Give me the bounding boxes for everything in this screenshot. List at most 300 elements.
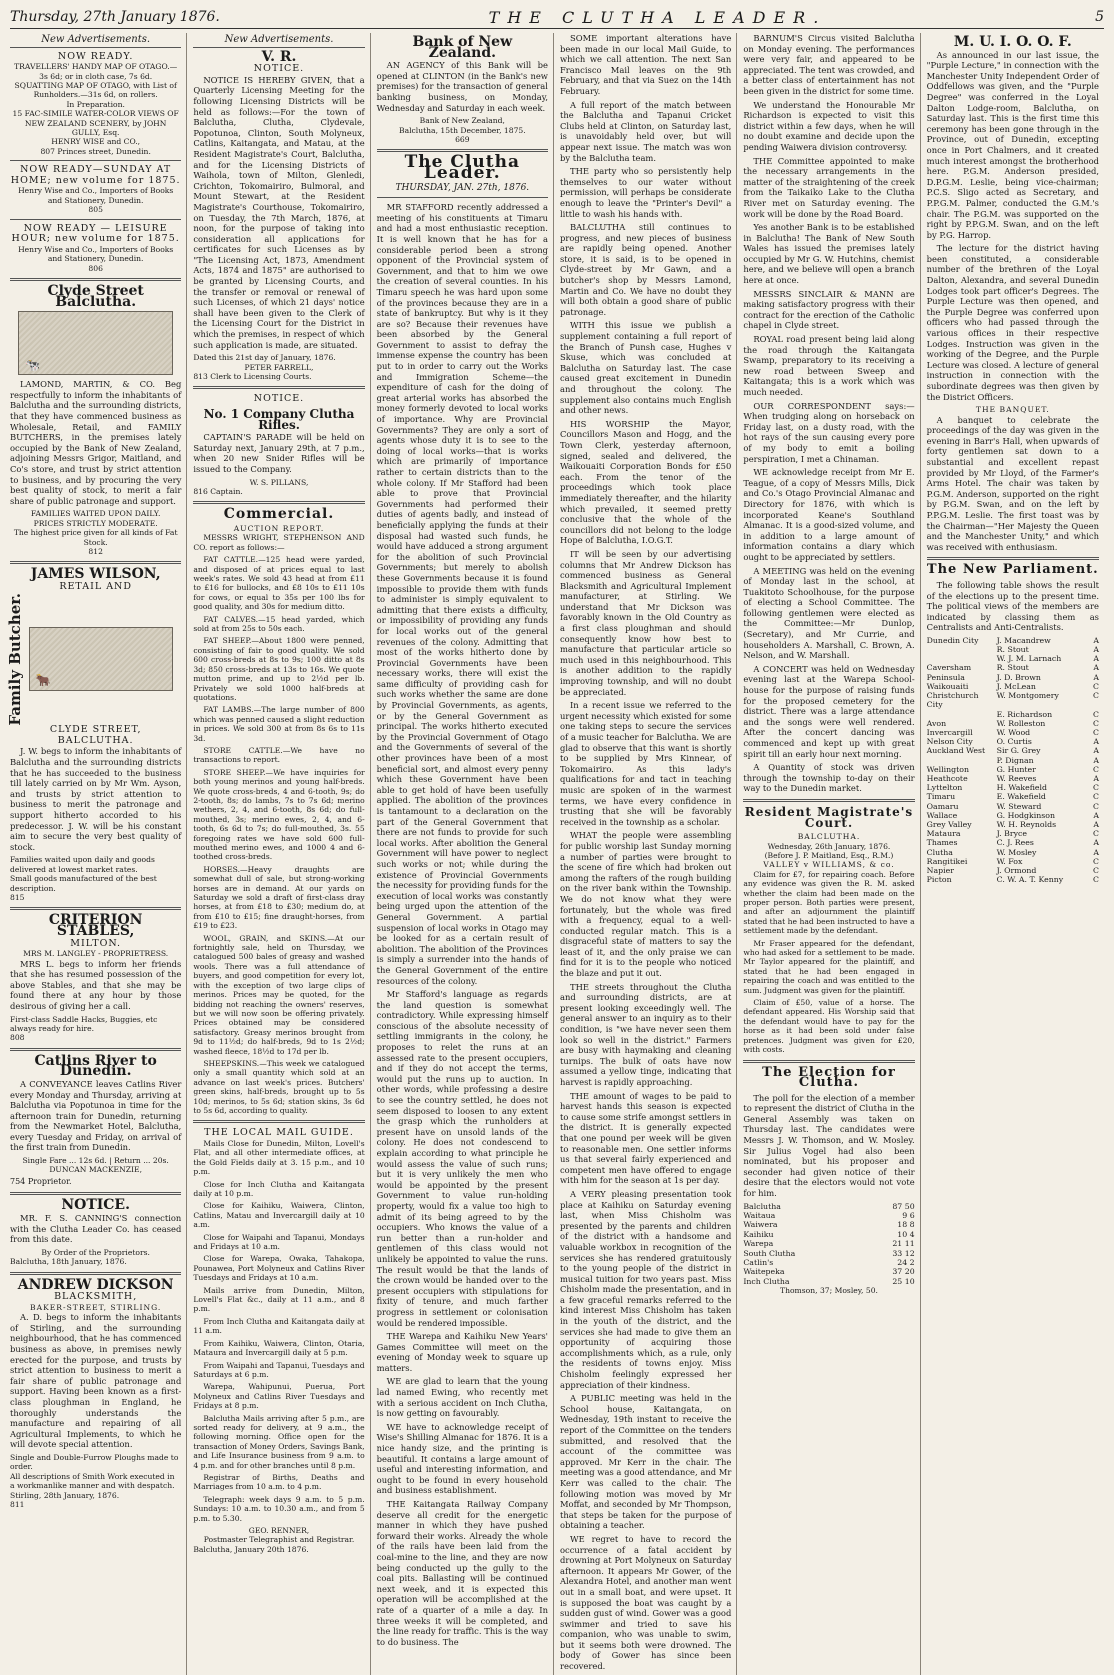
member-party: C — [1093, 718, 1099, 728]
oddfellows-report — [927, 50, 1099, 403]
member-name: G. Hunter — [996, 764, 1036, 774]
ad-line: In Preparation. — [66, 99, 125, 109]
oddfellows-paragraph: The lecture for the district having been constituted, a considerable number of the brethren of the Loyal Dalton, Alexandra, and several Dunedin Lodges took part officer's Degrees. The Purple Lecture was then opened, and the Purple Degree was conferred upon officers who had passed through the various offices in their respective Lodges. Instruction was given in the working of the Degree, and the Purple Lecture was closed. A lecture of general instruction in connection with the subordinate degrees was then given by the District Officers. — [926, 243, 1099, 402]
mail-line: Close for Warepa, Owaka, Tahakopa, Pounawea, Port Molyneux and Catlins River Tuesdays and Fridays at 10 a.m. — [193, 1254, 365, 1283]
member-party: C — [1093, 792, 1099, 802]
column-4 — [560, 33, 737, 1675]
poll-place: Catlin's — [743, 1258, 774, 1268]
auction-paragraph: MESSRS WRIGHT, STEPHENSON AND CO. report as follows:— — [193, 533, 365, 552]
member-electorate: Lyttelton — [926, 783, 963, 793]
poll-votes: 25 10 — [892, 1276, 915, 1286]
member-party: C — [1093, 865, 1099, 875]
royal-cipher: V. R. — [261, 48, 297, 65]
member-row — [927, 673, 1099, 682]
ad-line: Families waited upon daily and goods delivered at lowest market rates. — [10, 855, 155, 874]
news-paragraph: A full report of the match between the Balclutha and Tapanui Cricket Clubs held at Clinton, on Saturday last, is unavoidably held over, but will appear next issue. The match was won by the Balclutha team. — [559, 99, 732, 163]
member-party: C — [1093, 856, 1099, 866]
member-electorate — [927, 645, 997, 654]
ad-line: Henry Wise and Co., Importers of Books and Stationery, Dunedin. — [18, 244, 174, 264]
ad-line: Henry Wise and Co., Importers of Books and Stationery, Dunedin. — [18, 186, 174, 205]
column-2 — [193, 33, 370, 1675]
member-row — [927, 811, 1099, 820]
member-party: C — [1093, 709, 1099, 719]
poll-votes: 33 12 — [892, 1248, 915, 1258]
ad-divider — [10, 160, 181, 161]
ad-line: Stirling, 28th January, 1876. — [10, 1490, 120, 1500]
oddfellows-heading: M. U. I. O. O. F. — [953, 34, 1072, 50]
member-name: W. H. Reynolds — [996, 819, 1057, 829]
members-table — [927, 636, 1099, 884]
news-paragraph: WHAT the people were assembling for public worship last Sunday morning a number of parties were brought to the scene of fire which had broken out among the rafters of the rough building on the river bank within the Township. We do not know what they were fortunately, but the whole was fired with a frequency, equal to a well-conducted regular match. This is a disgraceful state of matters to say the least of it, and the only praise we can find for it is to the people who noticed the blaze and put it out. — [559, 830, 732, 979]
ad-body: J. W. begs to inform the inhabitants of Balclutha and the surrounding districts that he has succeeded to the business till lately carried on by Mr Wm. Ayson, and trusts by strict attention to business to merit the patronage and support hitherto accorded to his predecessor. J. W. will be his constant aim to secure the very best quality of stock. — [10, 746, 182, 852]
poll-row — [743, 1277, 914, 1286]
member-name: E. Richardson — [996, 709, 1053, 719]
mail-line: Close for Inch Clutha and Kaitangata daily at 10 p.m. — [193, 1179, 365, 1198]
mail-guide — [193, 1139, 364, 1523]
ad-line: 815 — [10, 892, 25, 902]
auction-paragraph: FAT CALVES.—15 head yarded, which sold at from 25s to 50s each. — [193, 614, 365, 634]
member-electorate: Auckland West — [926, 746, 986, 756]
poll-row — [743, 1211, 914, 1220]
section-heading: New Advertisements. — [193, 35, 364, 48]
member-name: J. Bryce — [996, 829, 1027, 839]
bank-sign-line: Bank of New Zealand, — [419, 116, 505, 126]
column-3 — [377, 33, 554, 1675]
licensing-date: Dated this 21st day of January, 1876. — [193, 353, 336, 363]
leader-paragraph: THE Kaitangata Railway Company deserve all credit for the energetic manner in which they have pushed forward their works. Already the whole of the rails have been laid from the coal-mine to the line, and they are now being conducted up the gully to the coal pits. Ballasting will be continued next week, and it is expected this operation will be accomplished at the rate of a quarter of a mile a day. In three weeks it will be completed, and the line ready for traffic. This is the way to do business. The — [376, 1499, 548, 1647]
auction-paragraph: FAT LAMBS.—The large number of 800 which was penned caused a slight reduction in prices. We sold 300 at from 8s 6s to 11s 3d. — [193, 705, 365, 743]
poll-place: Balclutha — [743, 1201, 781, 1211]
member-row — [927, 645, 1099, 654]
ad-heading: Catlins River to Dunedin. — [34, 1052, 157, 1080]
member-electorate: Timaru — [926, 792, 956, 802]
ad-body: A CONVEYANCE leaves Catlins River every Monday and Thursday, arriving at Balclutha via Popotunoa in time for the afternoon train for Dunedin, returning from the Newmarket Hotel, Balclutha, every Tuesday and Friday, on arrival of the first train from Dunedin. — [10, 1078, 182, 1153]
news-paragraph: A VERY pleasing presentation took place at Kaihiku on Saturday evening last, when Miss Chisholm was presented by the parents and children of the district with a handsome and valuable workbox in recognition of the services she has rendered gratuitously to the young people of the district in musical tuition for two years past. Miss Chisholm made the presentation, and in a few graceful remarks referred to the kind interest Miss Chisholm has taken in the youth of the district, and the services she had made to give them an opportunity of acquiring those accomplishments which, as a rule, only the residents of towns enjoy. Miss Chisholm feelingly expressed her appreciation of their kindness. — [559, 1188, 732, 1390]
news-paragraph: A MEETING was held on the evening of Monday last in the school, at Tuakitoto Schoolhouse, for the purpose of electing a School Committee. The following gentlemen were elected as the Committee:—Mr Dunlop, (Secretary), and Mr Currie, and householders A. Marshall, C. Brown, A. Nelson, and W. Marshall. — [743, 565, 915, 661]
butcher-illustration — [29, 627, 174, 691]
vertical-heading: Family Butcher. — [6, 592, 24, 726]
member-name: C. W. A. T. Kenny — [996, 875, 1064, 885]
mail-line: Mails Close for Dunedin, Milton, Lovell's Flat, and all other intermediate offices, at the Gold Fields daily at 3. 15 p.m., and 10 p.m. — [193, 1138, 365, 1177]
news-paragraph: BARNUM'S Circus visited Balclutha on Monday evening. The performances were very fair, and appeared to be appreciated. The tent was crowded, and a better class of entertainment has not been given in the district for some time. — [743, 33, 915, 96]
member-row — [927, 728, 1099, 737]
mail-line: Close for Waipahi and Tapanui, Mondays and Fridays at 10 a.m. — [193, 1232, 365, 1252]
bank-notice: AN AGENCY of this Bank will be opened at CLINTON (in the Bank's new premises) for the transaction of general banking business, on Monday, Wednesday and Saturday in each week. — [376, 60, 548, 113]
postmaster-date: Balclutha, January 20th 1876. — [193, 1544, 309, 1554]
member-name: Sir G. Grey — [996, 746, 1041, 756]
news-paragraph: IT will be seen by our advertising columns that Mr Andrew Dickson has commenced business as General Blacksmith and Agricultural Implement manufacturer, at Stirling. We understand that Mr Dickson was favorably known in the Old Country as a first class ploughman and should consequently know how best to manufacture that particular article so much used in this neighbourhood. This is another addition to the rapidly improving township, and will no doubt be appreciated. — [559, 548, 732, 697]
member-name: J. Macandrew — [996, 635, 1051, 645]
ad-line: Single and Double-Furrow Ploughs made to order. — [10, 1452, 179, 1472]
member-electorate — [927, 710, 997, 719]
bank-sign-line: 669 — [455, 134, 470, 144]
news-paragraph: Yes another Bank is to be established in Balclutha! The Bank of New South Wales has issued the premises lately occupied by Mr G. W. Hutchins, chemist here, and we believe will open a branch here at once. — [743, 222, 915, 286]
member-row — [927, 710, 1099, 719]
member-name: J. Ormond — [996, 865, 1037, 875]
member-party: A — [1093, 654, 1099, 664]
columns — [6, 33, 1104, 1672]
rifles-tail: 816 Captain. — [193, 487, 243, 496]
news-paragraph: A CONCERT was held on Wednesday evening last at the Warepa School-house for the purpose of raising funds for the proposed cemetery for the district. There was a large attendance and the songs were well rendered. After the concert dancing was commenced and kept up with great spirit till an early hour next morning. — [743, 663, 915, 759]
ad-body: MR. F. S. CANNING'S connection with the Clutha Leader Co. has ceased from this date. — [10, 1213, 182, 1245]
ad-line: The highest price given for all kinds of Fat Stock. — [13, 528, 178, 547]
ad-body: LAMOND, MARTIN, & CO. Beg respectfully to inform the inhabitants of Balclutha and the surrounding districts, that they have commenced business as Wholesale, Retail, and FAMILY BUTCHERS, in the premises lately occupied by the Bank of New Zealand, adjoining Messrs Grigor, Maitland, and Co's store, and trust by strict attention to business, and by procuring the very best quality of stock, to merit a fair share of public patronage and support. — [10, 379, 182, 506]
poll-votes: 24 2 — [897, 1258, 915, 1268]
poll-row — [743, 1249, 914, 1258]
member-party: C — [1093, 691, 1099, 701]
member-party: A — [1093, 838, 1099, 848]
bank-sign — [377, 116, 548, 144]
leader-article — [377, 202, 548, 1647]
poll-votes: 18 8 — [897, 1220, 915, 1230]
banquet-body: A banquet to celebrate the proceedings of the day was given in the evening in Barr's Hall, when upwards of forty gentlemen sat down to a substantial and excellent repast provided by Mr Lloyd, of the Farmer's Arms Hotel. The chair was taken by P.G.M. Anderson, supported on the right by P.G.M. Swan, and on the left by P.P.G.M. Leslie. The first toast was by the Chairman—"Her Majesty the Queen and the Manchester Unity," and which was received with enthusiasm. — [926, 414, 1099, 552]
ad-tail — [10, 1453, 181, 1509]
member-party: C — [1093, 829, 1099, 839]
member-electorate — [927, 756, 997, 765]
ad-heading: Clyde Street Balclutha. — [47, 283, 144, 310]
ad-tail — [10, 1015, 181, 1043]
member-electorate: Oamaru — [926, 801, 959, 811]
member-party: C — [1093, 783, 1099, 793]
ad-line: 812 — [88, 547, 103, 556]
member-row — [927, 774, 1099, 783]
member-row — [927, 756, 1099, 765]
poll-votes: 87 50 — [892, 1201, 915, 1211]
ad-body: MRS L. begs to inform her friends that she has resumed possession of the above Stables, and that she may be found there at any hour by those desirous of giving her a call. — [10, 958, 182, 1011]
clerk-title: 813 Clerk to Licensing Courts. — [193, 372, 312, 382]
ad-line: 807 Princes street, Dunedin. — [40, 146, 151, 156]
ad-line: All descriptions of Smith Work executed in a workmanlike manner and with despatch. — [10, 1471, 175, 1491]
ad-line: PRICES STRICTLY MODERATE. — [33, 518, 158, 528]
member-row — [927, 829, 1099, 838]
election-heading: The Election for Clutha. — [762, 1064, 896, 1091]
member-electorate: Peninsula — [926, 672, 965, 682]
ad-subheading: RETAIL AND — [59, 581, 132, 592]
rifles-body: CAPTAIN'S PARADE will be held on Saturday next, January 29th, at 7 p.m., when 20 new Snider Rifles will be issued to the Company. — [193, 432, 365, 474]
member-row — [927, 654, 1099, 663]
postmaster-title: Postmaster Telegraphist and Registrar. — [203, 1535, 355, 1545]
poll-place: Waitaua — [743, 1211, 776, 1221]
column-6 — [927, 33, 1104, 1675]
banquet-heading: THE BANQUET. — [975, 405, 1050, 415]
auction-paragraph: SHEEPSKINS.—This week we catalogued only a small quantity which sold at an advance on last week's prices. Butchers' green skins, half-breds, brought up to 5s 10d; merinos, to 5s 6d; station skins, 3s 6d to 5s 6d, according to quality. — [193, 1058, 365, 1115]
notice-heading: NOTICE. — [253, 393, 305, 405]
news-paragraph: THE party who so persistently help themselves to our water without permission, will perhaps be considerate enough to leave the "Printer's Devil" a little to wash his hands with. — [559, 166, 732, 219]
member-party: A — [1093, 819, 1099, 829]
news-paragraph: In a recent issue we referred to the urgent necessity which existed for some one taking steps to secure the services of a music teacher for Balclutha. We are glad to observe that this want is shortly to be supplied by Mrs Kinnear, of Tokomairiro. As this lady's qualifications for and tact in teaching music are spoken of in the warmest terms, we have every confidence in trusting that she will be favorably received in the township as a scholar. — [559, 700, 732, 827]
page-number: 5 — [1095, 9, 1104, 25]
ad-line: 811 — [10, 1500, 25, 1510]
poll-place: Kaihiku — [743, 1229, 774, 1239]
licensing-notice: NOTICE IS HEREBY GIVEN, that a Quarterly Licensing Meeting for the following Licensing Districts will be held as follows:—For the town of Balclutha, Clutha, Clydevale, Popotunoa, Clinton, South Molyneux, Catlins, Kaitangata, and Matau, at the Resident Magistrate's Court, Balclutha, and for the Licensing Districts of Waihola, town of Milton, Glenledi, Crichton, Tokomairiro, Bulmoral, and Mount Stewart, at the Resident Magistrate's Courthouse, Tokomairiro, on Tuesday, the 7th March, 1876, at noon, for the purpose of taking into consideration all applications for certificates for such Licenses as by "The Licensing Act, 1873, Amendment Acts, 1874 and 1875" are authorised to be granted by Licensing Courts, and the transfer or removal or renewal of such Licenses, of which 21 days' notice shall have been given to the Clerk of the Licensing Court for the District in which the premises, in respect of which such application is made, are situated. — [193, 74, 365, 350]
poll-place: South Clutha — [743, 1248, 796, 1258]
member-electorate — [927, 654, 997, 663]
leader-paragraph: Mr Stafford's language as regards the land question is somewhat contradictory. While expressing himself conscious of the absolute necessity of settling immigrants in the colony, he proposes to relet the runs at an assessed rate to the present occupiers, and if they do not accept the terms, would put the runs up to auction. In other words, while professing a desire to see the country settled, he does not seem disposed to loosen to any extent the grasp which the runholders at present have on unsold lands of the colony. He does not condescend to explain according to what principle he would assess the value of such runs; but it is very unlikely the men who would be appointed by the present Government to value run-holding property, would fix a value too high to admit of its being agreed to by the occupiers. Who knows the value of a run better than a run-holder and gentlemen of this class would not unlikely be appointed to value the runs. The result would be that the lands of the crown would be handed over to the present occupiers with stipulations for fixity of tenure, and much farther progress in settlement or colonisation would be rendered impossible. — [376, 989, 548, 1328]
ads-list — [10, 52, 181, 273]
member-party: A — [1093, 847, 1099, 857]
court-report — [743, 870, 914, 1055]
member-row — [927, 875, 1099, 884]
postmaster-name: GEO. RENNER, — [248, 1526, 310, 1535]
ad-heading: ANDREW DICKSON — [17, 1276, 174, 1293]
news-paragraph: WE acknowledge receipt from Mr E. Teague, of a copy of Messrs Mills, Dick and Co.'s Otago Provincial Almanac and Directory for 1876, with which is incorporated Keane's Southland Almanac. It is a good-sized volume, and in addition to a large amount of information contains a diary which ought to be appreciated by settlers. — [743, 467, 915, 562]
member-row — [927, 866, 1099, 875]
member-electorate: Napier — [926, 865, 954, 875]
column-1 — [6, 33, 187, 1675]
ad-heading: NOW READY — LEISURE HOUR; new volume for 1875. — [11, 222, 180, 245]
news-paragraph: SOME important alterations have been made in our local Mail Guide, to which we call attention. The next San Francisco Mail leaves on the 9th February, and that via Suez on the 14th February. — [559, 33, 732, 96]
mail-line: Mails arrive from Dunedin, Milton, Lovell's Flat &c., daily at 11 a.m., and 8 p.m. — [193, 1285, 365, 1314]
bank-sign-line: Balclutha, 15th December, 1875. — [398, 125, 526, 135]
auction-paragraph: FAT SHEEP.—About 1800 were penned, consisting of fair to good quality. We sold 600 cross-breds at 8s to 9s; 100 ditto at 8s 3d; 850 cross-breds at 13s to 16s. We quote mutton prime, and up to 2½d per lb. Privately we sold 1000 half-breds at quotations. — [193, 636, 365, 702]
editorial-paper-title: The Clutha Leader. — [404, 152, 520, 183]
member-electorate: Caversham — [926, 663, 972, 673]
ad-line: 806 — [88, 263, 103, 273]
member-party: C — [1093, 801, 1099, 811]
ad-tail — [10, 509, 181, 556]
ad-line: 808 — [10, 1033, 25, 1043]
news-paragraph: THE amount of wages to be paid to harvest hands this season is expected to cause some strife amongst settlers in the district. It is generally expected that one pound per week will be given to reasonable men. One settler informs us that several fairly experienced and competent men have offered to engage with him for the season at 1s per day. — [559, 1090, 732, 1186]
member-row — [927, 820, 1099, 829]
news-paragraph: A PUBLIC meeting was held in the School house, Kaitangata, on Wednesday, 19th instant to receive the report of the Committee on the tenders submitted, and resolved that the account of the committee was approved. Mr Kerr in the chair. The meeting was a good attendance, and Mr Kerr was called to the chair. The following motion was moved by Mr Moffat, and seconded by Mr Thompson, that steps be taken for the purpose of obtaining a teacher. — [559, 1393, 732, 1531]
ad-divider — [10, 219, 181, 220]
cow-icon: 🐂 — [35, 673, 51, 688]
poll-votes: 21 11 — [892, 1239, 915, 1249]
ad-date: Balclutha, 18th January, 1876. — [10, 1257, 127, 1267]
member-name: P. Dignan — [996, 755, 1034, 765]
ad-line: FAMILIES WAITED UPON DAILY. — [30, 509, 161, 519]
ad-number: 754 Proprietor. — [10, 1176, 72, 1186]
member-party: C — [1093, 681, 1099, 691]
news-paragraph: ROYAL road present being laid along the road through the Kaitangata Swamp, preparatory to its receiving a new road between Sweep and Kaitangata; this is a work which was much needed. — [743, 334, 915, 397]
member-party: A — [1093, 810, 1099, 820]
member-name: W. Montgomery — [996, 691, 1059, 701]
member-party: A — [1093, 645, 1099, 655]
news-paragraph: OUR CORRESPONDENT says:—When trudging along on horseback on Friday last, on a dusty road, with the hot rays of the sun causing every pore of my body to emit a boiling perspiration, I met a Chinaman. — [743, 400, 915, 464]
ad-body: A. D. begs to inform the inhabitants of Stirling, and the surrounding neighbourhood, that he has commenced business as above, in premises newly erected for the purpose, and trusts by strict attention to business to merit a fair share of public patronage and support. Having been known as a first-class ploughman in England, he thoroughly understands the manufacture and repairing of all Agricultural Implements, to which he will devote special attention. — [10, 1312, 182, 1450]
member-name: J. McLean — [996, 681, 1036, 691]
member-row — [927, 783, 1099, 792]
member-electorate: Christchurch City — [926, 691, 979, 710]
bank-heading: Bank of New Zealand. — [412, 34, 513, 61]
news-paragraph: THE Committee appointed to make the necessary arrangements in the matter of the straightening of the creek from the Taikaiko Lake to the Clutha River met on Saturday evening. The work will be done by the Road Board. — [743, 155, 915, 219]
member-name: W. Wood — [996, 727, 1031, 737]
ad-heading: NOW READY. — [57, 50, 134, 62]
news-paragraph: WE regret to have to record the occurrence of a fatal accident by drowning at Port Molyneux on Saturday afternoon. It appears Mr Gower, of the Alexandra Hotel, and another man went out in a small boat, and were upset. It is supposed the boat was caught by a sudden gust of wind. Gower was a good swimmer and tried to save his companion, who was unable to swim, but it seems both were drowned. The body of Gower has since been recovered. — [559, 1533, 732, 1672]
member-party: A — [1093, 755, 1099, 765]
member-party: C — [1093, 875, 1099, 885]
court-case: VALLEY v WILLIAMS, & co. — [763, 860, 895, 870]
commercial-heading: Commercial. — [223, 506, 335, 523]
auction-heading: AUCTION REPORT. — [233, 524, 325, 533]
member-electorate: Mataura — [926, 829, 961, 839]
news-paragraph: WITH this issue we publish a supplement containing a full report of the Branch of Punsh case, Hughes v Skuse, which was concluded at Balclutha on Saturday last. The case caused great excitement in Dunedin and throughout the colony. The supplement also contains much English and other news. — [559, 320, 732, 416]
mail-line: Registrar of Births, Deaths and Marriages from 10 a.m. to 4 p.m. — [193, 1472, 365, 1492]
news-paragraph: BALCLUTHA still continues to progress, and new pieces of business are rapidly being opened. Another store, it is said, is to be opened in Clyde-street by Mr Gawn, and a butcher's shop by Messrs Lamond, Martin and Co. We have no doubt they will both obtain a good share of public patronage. — [559, 222, 732, 317]
mail-line: From Waipahi and Tapanui, Tuesdays and Saturdays at 6 p.m. — [193, 1360, 365, 1379]
masthead — [10, 6, 1104, 29]
shop-illustration — [18, 311, 173, 375]
member-row — [927, 857, 1099, 866]
member-name: J. D. Brown — [996, 672, 1041, 682]
leader-paragraph: MR STAFFORD recently addressed a meeting of his constituents at Timaru and had a most enthusiastic reception. It is well known that he has for a considerable period been a strong opponent of the Provincial system of Government, and that to him we owe the creation of several counties. In his Timaru speech he was hard upon some of the provinces because they are in a state of bankruptcy. But why is it they are so? Because their revenues have been absorbed by the General Government to assist to defray the immense expense the country has been put to in order to carry out the Works and Immigration Scheme—the expenditure of cash for the doing of great arterial works has absorbed the money formerly devoted to local works of importance. Why are Provincial Governments? They are only a sort of agents whose duty it is to see to the doing of local works—that is works which are primarily of importance rather to certain districts than to the whole colony. If Mr Stafford had been able to prove that Provincial Governments had performed their duties of agents badly, and instead of beneficially applying the funds at their disposal had wasted such funds, he would have adduced a strong argument for the abolition of such Provincial Governments; but merely to abolish these Governments because it is found impossible to provide them with funds to administer is simply equivalent to admitting that there exists a difficulty, or impossibility of providing any funds for local works out of the general revenues of the colony. Admitting that most of the works hitherto done by Provincial Governments have been necessary works, there will exist the same difficulty of providing cash for such works whether the same are done by Provincial Governments, as agents, or by the General Government as principal. The works hitherto executed by the Provincial Government of Otago and the Governments of several of the other provinces have been of a most beneficial sort, and almost every penny which these Government have been able to get hold of have been usefully applied. The abolition of the provinces is tantamount to a declaration on the part of the General Government that there are not funds to provide for such local works. After abolition the General Government will have power to neglect such works or not; while during the existence of Provincial Governments the necessity for providing funds for the execution of local works was constantly being urged upon the attention of the General Government. A partial suspension of local works in Otago may be looked for as a certain result of abolition. The abolition of the Provinces is simply a surrender into the hands of the General Government of the entire resources of the colony. — [376, 202, 548, 986]
auction-paragraph: WOOL, GRAIN, and SKINS.—At our fortnightly sale, held on Thursday, we catalogued 500 bales of greasy and washed wools. There was a full attendance of buyers, and good competition for every lot, with the exception of two large clips of merinos. Prices may be quoted, for the bidding not reaching the owners' reserves, but we will now soon be offering privately. Prices obtained may be considered satisfactory. Greasy merinos brought from 9d to 11½d; do half-breds, 9d to 1s 2½d; washed fleece, 18½d to 17d per lb. — [193, 933, 365, 1056]
member-name: G. Hodgkinson — [996, 810, 1055, 820]
ad-line: TRAVELLERS' HANDY MAP OF OTAGO.—3s 6d; or in cloth case, 7s 6d. — [14, 62, 178, 81]
member-electorate: Nelson City — [926, 737, 973, 747]
ad-tail — [10, 855, 181, 902]
mail-line: From Kaihiku, Waiwera, Clinton, Otaria, Mataura and Invercargill daily at 5 p.m. — [193, 1338, 365, 1358]
poll-row — [743, 1239, 914, 1248]
cow-icon: 🐄 — [25, 357, 40, 372]
member-electorate: Heathcote — [926, 773, 968, 783]
member-row — [927, 636, 1099, 645]
ad-fare: Single Fare ... 12s 6d. | Return ... 20s. — [22, 1156, 169, 1166]
local-news — [560, 33, 731, 1672]
poll-place: Warepa — [743, 1239, 774, 1249]
oddfellows-paragraph: As announced in our last issue, the "Purple Lecture," in connection with the Manchester Unity Independent Order of Oddfellows was given, and the "Purple Degree" was conferred in the Loyal Dalton Lodge-room, Balclutha, on Saturday last. This is the first time this ceremony has been gone through in the Province, out of Dunedin, excepting once in Port Chalmers, and it created much interest amongst the brotherhood here. P.G.M. Anderson presided, D.P.G.M. Leslie, being vice-chairman; P.C.S. Sligo acted as Secretary, and P.P.G.M. Palmer, conducted the G.M.'s chair. The P.G.M. was supported on the right by P.P.G.M. Swan, and on the left by P.G. Harrop. — [926, 49, 1099, 240]
issue-date: Thursday, 27th January 1876. — [10, 9, 220, 25]
ad-line: 805 — [88, 205, 103, 215]
mail-line: Warepa, Wahipunui, Puerua, Port Molyneux and Catlins River Tuesdays and Fridays at 8 p.m. — [193, 1382, 365, 1411]
poll-votes: 37 20 — [892, 1267, 915, 1277]
member-name: W. Mosley — [996, 847, 1037, 857]
clerk-name: PETER FARRELL, — [244, 362, 314, 372]
court-before: (Before J. P. Maitland, Esq., R.M.) — [764, 850, 894, 860]
paper-masthead-title: THE CLUTHA LEADER. — [488, 7, 827, 27]
member-name: W. Reeves — [996, 773, 1037, 783]
member-row — [927, 691, 1099, 709]
member-electorate: Invercargill — [926, 727, 973, 737]
leader-paragraph: THE Warepa and Kaihiku New Years' Games Committee will meet on the evening of Monday week to square up matters. — [376, 1331, 548, 1373]
poll-row — [743, 1220, 914, 1229]
ad-heading: NOW READY—SUNDAY AT HOME; new volume for 1875. — [10, 164, 181, 186]
ad-subheading: MILTON. — [70, 937, 122, 949]
member-name: W. J. M. Larnach — [996, 654, 1062, 664]
member-row — [927, 802, 1099, 811]
poll-place: Waitepeka — [743, 1267, 785, 1277]
member-party: A — [1093, 746, 1099, 756]
mail-guide-heading: THE LOCAL MAIL GUIDE. — [204, 1127, 354, 1139]
member-row — [927, 682, 1099, 691]
election-body: The poll for the election of a member to represent the district of Clutha in the General Assembly was taken on Thursday last. The candidates were Messrs J. W. Thomson, and W. Mosley. Sir Julius Vogel had also been nominated, but his proposer and seconder had given notice of their desire that the electors would not vote for him. — [743, 1092, 915, 1199]
poll-votes: 10 4 — [897, 1229, 915, 1239]
auction-report — [193, 533, 364, 1115]
poll-place: Waiwera — [743, 1220, 778, 1230]
news-paragraph: THE streets throughout the Clutha and surrounding districts, are at present looking exceedingly well. The general answer to an inquiry as to their condition, is "we have never seen them look so well in the district." Farmers are busy with haymaking and cleaning turnips. The bulk of oats have now assumed a yellow tinge, indicating that harvest is rapidly approaching. — [559, 981, 732, 1087]
member-electorate: Grey Valley — [926, 819, 972, 829]
poll-total: Thomson, 37; Mosley, 50. — [780, 1286, 878, 1296]
news-paragraph: We understand the Honourable Mr Richardson is expected to visit this district within a few days, when he will no doubt examine and decide upon the pending Waiwera division controversy. — [743, 99, 915, 152]
member-row — [927, 838, 1099, 847]
member-row — [927, 663, 1099, 672]
member-row — [927, 737, 1099, 746]
member-row — [927, 719, 1099, 728]
member-electorate: Wallace — [926, 810, 958, 820]
mail-line: Close for Kaihiku, Waiwera, Clinton, Catlins, Matau and Invercargill daily at 10 a.m. — [193, 1201, 365, 1230]
ad-heading: JAMES WILSON, — [30, 566, 161, 583]
ad-line: First-class Saddle Hacks, Buggies, etc always ready for hire. — [10, 1014, 158, 1033]
poll-row — [743, 1230, 914, 1239]
court-paragraph: Mr Fraser appeared for the defendant, who had asked for a settlement to be made. Mr Taylor appeared for the plaintiff, and stated that he had been engaged in repairing the coach and was entitled to the sum. Judgment was given for the plaintiff. — [743, 938, 915, 995]
rifles-sign: W. S. PILLANS, — [249, 477, 309, 487]
poll-votes: 9 6 — [902, 1211, 915, 1221]
ad-heading: NOTICE. — [61, 1197, 130, 1214]
member-name: W. Rolleston — [996, 718, 1046, 728]
ad-line: Small goods manufactured of the best description. — [10, 874, 157, 893]
auction-paragraph: HORSES.—Heavy draughts are somewhat dull of sale, but strong-working horses are in demand. At our yards on Saturday we sold a draft of first-class dray horses, at from £18 to £30; medium do, at from £10 to £15; fine draught-horses, from £19 to £23. — [193, 864, 365, 931]
member-electorate: Rangitikei — [926, 856, 968, 866]
court-heading: Resident Magistrate's Court. — [744, 804, 914, 830]
news-paragraph: A Quantity of stock was driven through the township to-day on their way to the Dunedin market. — [743, 762, 915, 794]
member-electorate: Picton — [926, 875, 952, 885]
member-row — [927, 765, 1099, 774]
member-party: A — [1093, 672, 1099, 682]
member-name: R. Stout — [996, 645, 1029, 655]
member-party: C — [1093, 764, 1099, 774]
ad-line: SQUATTING MAP OF OTAGO, with List of Runholders.—31s 6d, on rollers. — [14, 81, 177, 100]
member-name: C. J. Rees — [996, 838, 1034, 848]
member-row — [927, 746, 1099, 755]
ad-owner: DUNCAN MACKENZIE, — [49, 1165, 142, 1175]
ad-place: BAKER-STREET, STIRLING. — [30, 1302, 162, 1312]
member-name: W. Steward — [996, 801, 1042, 811]
auction-paragraph: STORE CATTLE.—We have no transactions to report. — [193, 745, 365, 765]
news-paragraph: HIS WORSHIP the Mayor, Councillors Mason and Hogg, and the Town Clerk, yesterday afternoon, signed, sealed and delivered, the Waikouaiti Corporation Bonds for £50 each. From the tenor of the proceedings which took place immediately thereafter, and the hilarity which prevailed, it seemed pretty conclusive that the whole of the councillors did not belong to the lodge Hope of Balclutha, I.O.G.T. — [559, 418, 732, 546]
leader-paragraph: WE have to acknowledge receipt of Wise's Shilling Almanac for 1876. It is a nice handy size, and the printing is beautiful. It contains a large amount of useful and interesting information, and ought to be found in every household and business establishment. — [376, 1421, 548, 1496]
member-party: A — [1093, 773, 1099, 783]
parliament-heading: The New Parliament. — [926, 562, 1099, 578]
member-party: A — [1093, 663, 1099, 673]
notice-heading: NOTICE. — [253, 63, 305, 75]
court-paragraph: Claim of £50, value of a horse. The defendant appeared. His Worship said that the defendant would have to pay for the horse as it had been sold under false pretences. Judgment was given for £20, with costs. — [743, 998, 915, 1055]
poll-row — [743, 1267, 914, 1276]
local-news — [743, 33, 914, 794]
member-party: C — [1093, 727, 1099, 737]
column-5 — [743, 33, 920, 1675]
mail-line: Balclutha Mails arriving after 5 p.m., are sorted ready for delivery, at 9 a.m., the following morning. Office open for the transaction of Money Orders, Savings Bank, and Life Insurance business from 9 a.m. to 4 p.m. and for other branches until 8 p.m. — [193, 1413, 365, 1470]
member-electorate: Waikouaiti — [926, 681, 969, 691]
member-name: W. Fox — [996, 856, 1023, 866]
section-heading: New Advertisements. — [10, 35, 181, 48]
court-date: Wednesday, 26th January, 1876. — [767, 841, 891, 851]
member-name: R. Stout — [996, 663, 1029, 673]
member-party: A — [1093, 737, 1099, 747]
news-paragraph: MESSRS SINCLAIR & MANN are making satisfactory progress with their contract for the erection of the Catholic chapel in Clyde street. — [743, 288, 915, 331]
ad-heading: CRITERION STABLES, — [48, 912, 143, 939]
member-electorate: Thames — [926, 838, 958, 848]
court-paragraph: Claim for £7, for repairing coach. Before any evidence was given the R. M. asked whether the claim had been made on the proper person. Both parties were present, and after an adjournment the plaintiff stated that he had been instructed to have a settlement made by the defendant. — [743, 869, 915, 936]
poll-row — [743, 1202, 914, 1211]
mail-line: Telegraph: week days 9 a.m. to 5 p.m. Sundays: 10 a.m. to 10.30 a.m., and from 5 p.m. to 5.30. — [193, 1494, 365, 1523]
ad-place: CLYDE STREET, BALCLUTHA. — [49, 724, 142, 746]
member-name: E. Wakefield — [996, 792, 1046, 802]
auction-paragraph: STORE SHEEP.—We have inquiries for both young merinos and young half-breds. We quote cross-breds, 4 and 6-tooth, 9s; do 2-tooth, 8s; do lambs, 7s to 7s 6d; merino wethers, 2, 4, and 6-tooth, 8s 6d; do full-mouthed, 3s; merino ewes, 2, 4, and 6-tooth, 6s 6d to 7s; do full-mouthed, 3s. 55 foregoing rates we have sold 600 full-mouthed merino ewes, and 1000 4 and 6-toothed cross-breds. — [193, 767, 365, 862]
poll-place: Inch Clutha — [743, 1276, 790, 1286]
ad-by: By Order of the Proprietors. — [41, 1247, 150, 1257]
mail-line: From Inch Clutha and Kaitangata daily at 11 a.m. — [193, 1316, 365, 1336]
poll-row — [743, 1258, 914, 1267]
ad-line: HENRY WISE and CO., — [51, 137, 141, 147]
poll-table — [743, 1202, 914, 1287]
editorial-date: THURSDAY, JAN. 27th, 1876. — [395, 182, 530, 193]
member-row — [927, 848, 1099, 857]
member-name: O. Curtis — [996, 737, 1032, 747]
court-place: BALCLUTHA. — [797, 832, 861, 842]
ad-owner: MRS M. LANGLEY - PROPRIETRESS. — [23, 949, 169, 959]
member-electorate: Avon — [926, 718, 947, 728]
ad-subheading: BLACKSMITH, — [54, 1291, 138, 1303]
